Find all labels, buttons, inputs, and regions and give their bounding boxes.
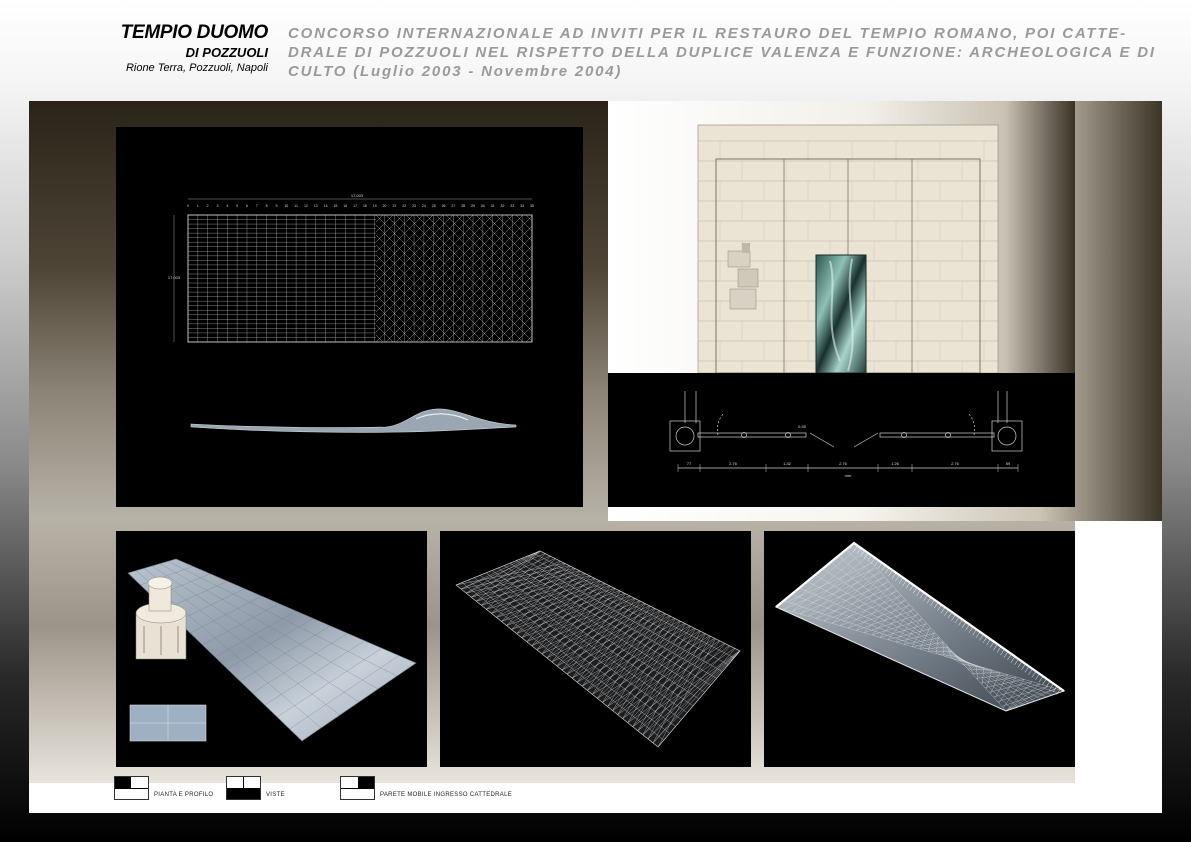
lattice-line xyxy=(556,215,583,342)
title-block xyxy=(0,22,268,75)
column-number: 3 xyxy=(216,204,219,208)
column-number: 29 xyxy=(471,204,475,208)
profile-section xyxy=(191,409,516,432)
lattice-line xyxy=(566,215,583,342)
column-number: 23 xyxy=(412,204,417,208)
gap-dimension: 0.35 xyxy=(798,424,806,429)
column-number: 10 xyxy=(284,204,289,208)
column-number: 24 xyxy=(421,204,426,208)
plan-drawing xyxy=(116,127,583,507)
lattice-line xyxy=(546,215,583,342)
column-number: 15 xyxy=(333,204,338,208)
view-panel-2 xyxy=(440,531,751,767)
board xyxy=(29,101,1162,813)
project-title: TEMPIO DUOMO xyxy=(120,22,268,43)
lattice-line xyxy=(496,215,583,342)
lattice-line xyxy=(566,215,583,342)
lattice-line xyxy=(466,215,583,342)
dimension-value: 2.76 xyxy=(729,461,737,466)
door-drawing xyxy=(608,101,1075,507)
column-number: 16 xyxy=(343,204,348,208)
column-number: 21 xyxy=(392,204,397,208)
column-number: 31 xyxy=(490,204,495,208)
column-number: 19 xyxy=(372,204,377,208)
dimension-value: 77 xyxy=(686,461,692,466)
column-number: 33 xyxy=(510,204,515,208)
column-number: 25 xyxy=(431,204,436,208)
column-number: 18 xyxy=(362,204,367,208)
lattice-line xyxy=(526,215,583,342)
column-number: 27 xyxy=(451,204,456,208)
lattice-line xyxy=(536,215,583,342)
layout-key-icon xyxy=(340,776,375,800)
layout-key-fill xyxy=(227,788,260,799)
column-number: 7 xyxy=(255,204,258,208)
column-number: 9 xyxy=(275,204,278,208)
column-number: 35 xyxy=(530,204,534,208)
column-number: 4 xyxy=(226,204,229,208)
door-panel xyxy=(608,101,1075,507)
column-number: 28 xyxy=(461,204,466,208)
dimension-value: 59 xyxy=(1005,461,1011,466)
overall-width-label: 17.003 xyxy=(350,193,364,198)
column-number: 12 xyxy=(303,204,308,208)
tile-detail xyxy=(130,705,206,741)
column-number: 0 xyxy=(187,204,189,208)
lattice-line xyxy=(506,215,583,342)
layout-key-icon xyxy=(226,776,261,800)
layout-key-fill xyxy=(115,777,131,788)
lattice-line xyxy=(576,215,583,342)
view-panel-3 xyxy=(764,531,1075,767)
column-number-row xyxy=(174,199,534,342)
column-number: 2 xyxy=(206,204,209,208)
plan-profile-panel xyxy=(116,127,583,507)
layout-key-fill xyxy=(358,777,374,788)
door-plan-background xyxy=(608,373,1075,507)
lattice-line xyxy=(516,215,583,342)
project-description: CONCORSO INTERNAZIONALE AD INVITI PER IL RESTAURO DEL TEMPIO ROMANO, POI CATTE-DRALE DI POZZUOLI NEL RISPETTO DELLA DUPLICE VALENZA E FUNZIONE: ARCHEOLOGICA E DI CULTO (Luglio 2003 - Novembre 2004) xyxy=(288,25,1156,80)
project-subtitle: DI POZZUOLI xyxy=(185,45,268,60)
project-location: Rione Terra, Pozzuoli, Napoli xyxy=(125,62,268,74)
dimension-value: 2.76 xyxy=(951,461,959,466)
lattice-line xyxy=(486,215,583,342)
column-number: 20 xyxy=(382,204,387,208)
lattice-line xyxy=(486,215,583,342)
lattice-line xyxy=(536,215,583,342)
dimension-value: 1.26 xyxy=(891,461,899,466)
structural-grid xyxy=(188,215,532,342)
lattice-line xyxy=(516,215,583,342)
legend-label: PIANTA E PROFILO xyxy=(154,792,214,798)
legend-label: PARETE MOBILE INGRESSO CATTEDRALE xyxy=(380,792,513,798)
lattice-line xyxy=(526,215,583,342)
column-number: 32 xyxy=(500,204,505,208)
column-number: 6 xyxy=(245,204,248,208)
wall-relief-fragment xyxy=(742,243,750,253)
column-number: 1 xyxy=(196,204,199,208)
dimension-value: 1.32 xyxy=(783,461,791,466)
overall-height-label: 17.003 xyxy=(167,275,181,280)
column-number: 8 xyxy=(265,204,268,208)
column-number: 14 xyxy=(323,204,328,208)
wall-relief-fragment xyxy=(728,251,750,267)
unit-label: mm xyxy=(844,473,852,478)
glass-door-panel xyxy=(816,255,866,373)
lattice-line xyxy=(506,215,583,342)
lattice-line xyxy=(466,215,583,342)
render-view-2 xyxy=(440,531,751,767)
layout-key-icon xyxy=(114,776,149,800)
legend xyxy=(114,774,714,804)
column-number: 13 xyxy=(313,204,318,208)
column-number: 11 xyxy=(294,204,298,208)
lattice-line xyxy=(546,215,583,342)
wall-relief-fragment xyxy=(730,289,756,309)
column-number: 17 xyxy=(353,204,358,208)
roof-underside xyxy=(776,543,1064,711)
render-view-1 xyxy=(116,531,427,767)
temple-model-lantern xyxy=(148,577,172,589)
layout-key-divider xyxy=(115,788,148,789)
render-view-3 xyxy=(764,531,1075,767)
layout-key-divider xyxy=(243,777,244,788)
view-panel-1 xyxy=(116,531,427,767)
lattice-line xyxy=(556,215,583,342)
column-number: 26 xyxy=(441,204,446,208)
lattice-line xyxy=(576,215,583,342)
column-number: 22 xyxy=(402,204,407,208)
dimension-value: 2.76 xyxy=(839,461,847,466)
wall-relief-fragment xyxy=(738,269,758,287)
lattice-line xyxy=(496,215,583,342)
header xyxy=(0,0,1191,100)
legend-label: VISTE xyxy=(266,792,285,798)
column-number: 30 xyxy=(480,204,485,208)
column-number: 5 xyxy=(236,204,239,208)
layout-key-divider xyxy=(341,788,374,789)
column-number: 34 xyxy=(520,204,525,208)
